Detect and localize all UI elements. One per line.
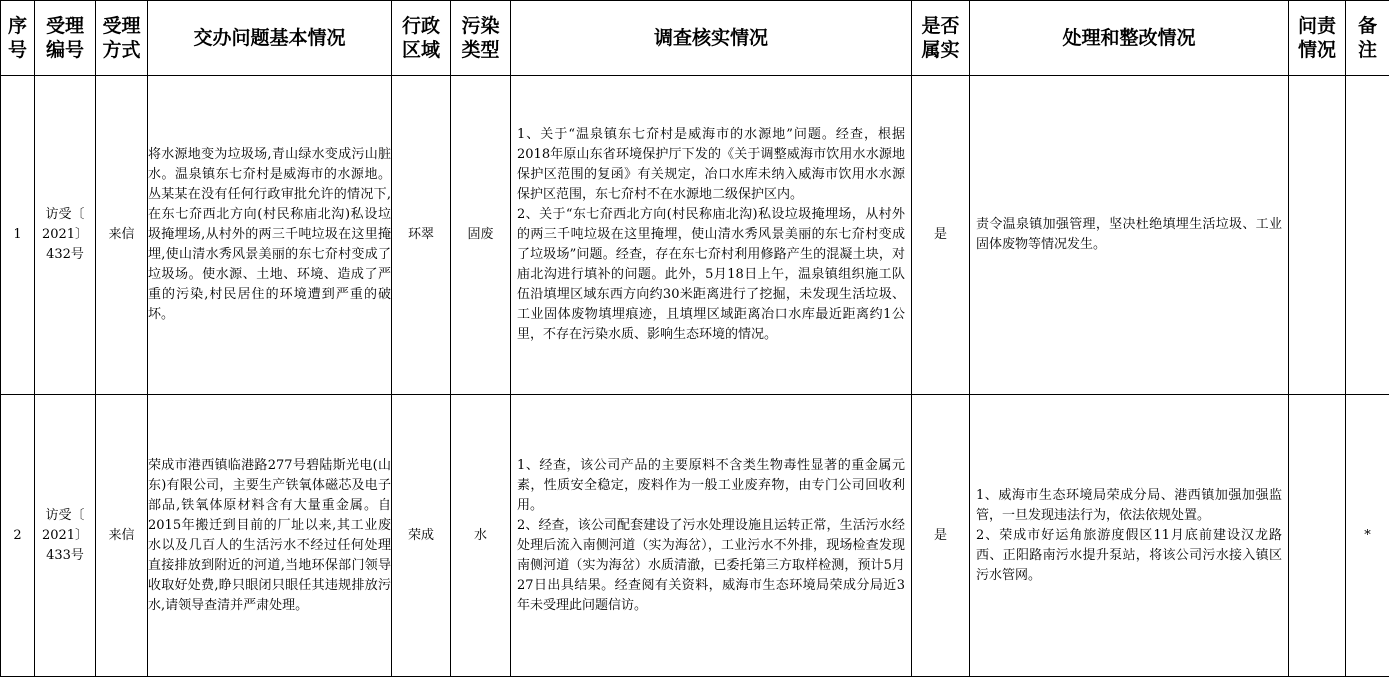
cell-problem: 将水源地变为垃圾场,青山绿水变成污山脏水。温泉镇东七夼村是威海市的水源地。丛某某在没有任何行政审批允许的情况下,在东七夼西北方向(村民称庙北沟)私设垃圾掩埋场,从村外的两三千吨垃圾在这里掩埋,使山清水秀风景美丽的东七夼村变成了垃圾场。使水源、土地、环境、造成了严重的污染,村民居住的环境遭到严重的破坏。 bbox=[148, 76, 392, 395]
cell-problem: 荣成市港西镇临港路277号碧陆斯光电(山东)有限公司，主要生产铁氧体磁芯及电子部品,铁氧体原材料含有大量重金属。自2015年搬迁到目前的厂址以来,其工业废水以及几百人的生活污水不经过任何处理直接排放到附近的河道,当地环保部门领导收取好处费,睁只眼闭只眼任其违规排放污水,请领导查清并严肃处理。 bbox=[148, 395, 392, 677]
cell-pollution: 水 bbox=[451, 395, 511, 677]
cell-remarks bbox=[1346, 76, 1389, 395]
header-handling: 处理和整改情况 bbox=[970, 1, 1289, 76]
cell-investigation: 1、经查，该公司产品的主要原料不含类生物毒性显著的重金属元素，性质安全稳定，废料作为一般工业废弃物，由专门公司回收利用。 2、经查，该公司配套建设了污水处理设施且运转正常，生活污水经处理后流入南侧河道（实为海岔），工业污水不外排，现场检查发现南侧河道（实为海岔）水质清澈，已委托第三方取样检测，预计5月27日出具结果。经查阅有关资料，威海市生态环境局荣成分局近3年未受理此问题信访。 bbox=[511, 395, 912, 677]
cell-code: 访受〔 2021〕 432号 bbox=[35, 76, 96, 395]
header-method: 受理 方式 bbox=[96, 1, 148, 76]
cell-region: 环翠 bbox=[392, 76, 451, 395]
header-investigation: 调查核实情况 bbox=[511, 1, 912, 76]
header-is-true: 是否 属实 bbox=[912, 1, 970, 76]
cell-region: 荣成 bbox=[392, 395, 451, 677]
cell-seq: 1 bbox=[1, 76, 35, 395]
cell-accountability bbox=[1289, 76, 1346, 395]
header-accountability: 问责 情况 bbox=[1289, 1, 1346, 76]
cell-method: 来信 bbox=[96, 395, 148, 677]
header-seq: 序 号 bbox=[1, 1, 35, 76]
header-pollution: 污染 类型 bbox=[451, 1, 511, 76]
table-row bbox=[1, 76, 1389, 395]
cell-pollution: 固废 bbox=[451, 76, 511, 395]
cell-investigation: 1、关于“温泉镇东七夼村是威海市的水源地”问题。经查，根据2018年原山东省环境保护厅下发的《关于调整威海市饮用水水源地保护区范围的复函》有关规定，冶口水库未纳入威海市饮用水水源保护区范围，东七夼村不在水源地二级保护区内。 2、关于“东七夼西北方向(村民称庙北沟)私设垃圾掩埋场，从村外的两三千吨垃圾在这里掩埋，使山清水秀风景美丽的东七夼村变成了垃圾场”问题。经查，存在东七夼村利用修路产生的混凝土块，对庙北沟进行填补的问题。此外，5月18日上午，温泉镇组织施工队伍沿填埋区域东西方向约30米距离进行了挖掘，未发现生活垃圾、工业固体废物填埋痕迹，且填埋区域距离冶口水库最近距离约1公里，不存在污染水质、影响生态环境的情况。 bbox=[511, 76, 912, 395]
header-code: 受理 编号 bbox=[35, 1, 96, 76]
cell-remarks: * bbox=[1346, 395, 1389, 677]
cell-seq: 2 bbox=[1, 395, 35, 677]
cell-accountability bbox=[1289, 395, 1346, 677]
cell-handling: 1、威海市生态环境局荣成分局、港西镇加强加强监管，一旦发现违法行为，依法依规处置。 2、荣成市好运角旅游度假区11月底前建设汉龙路西、正阳路南污水提升泵站，将该公司污水接入镇区污水管网。 bbox=[970, 395, 1289, 677]
header-row bbox=[1, 1, 1389, 76]
header-region: 行政 区域 bbox=[392, 1, 451, 76]
header-problem: 交办问题基本情况 bbox=[148, 1, 392, 76]
cell-is-true: 是 bbox=[912, 395, 970, 677]
table-row bbox=[1, 395, 1389, 677]
cell-is-true: 是 bbox=[912, 76, 970, 395]
header-remarks: 备 注 bbox=[1346, 1, 1389, 76]
cell-method: 来信 bbox=[96, 76, 148, 395]
cell-handling: 责令温泉镇加强管理，坚决杜绝填埋生活垃圾、工业固体废物等情况发生。 bbox=[970, 76, 1289, 395]
cell-code: 访受〔 2021〕 433号 bbox=[35, 395, 96, 677]
